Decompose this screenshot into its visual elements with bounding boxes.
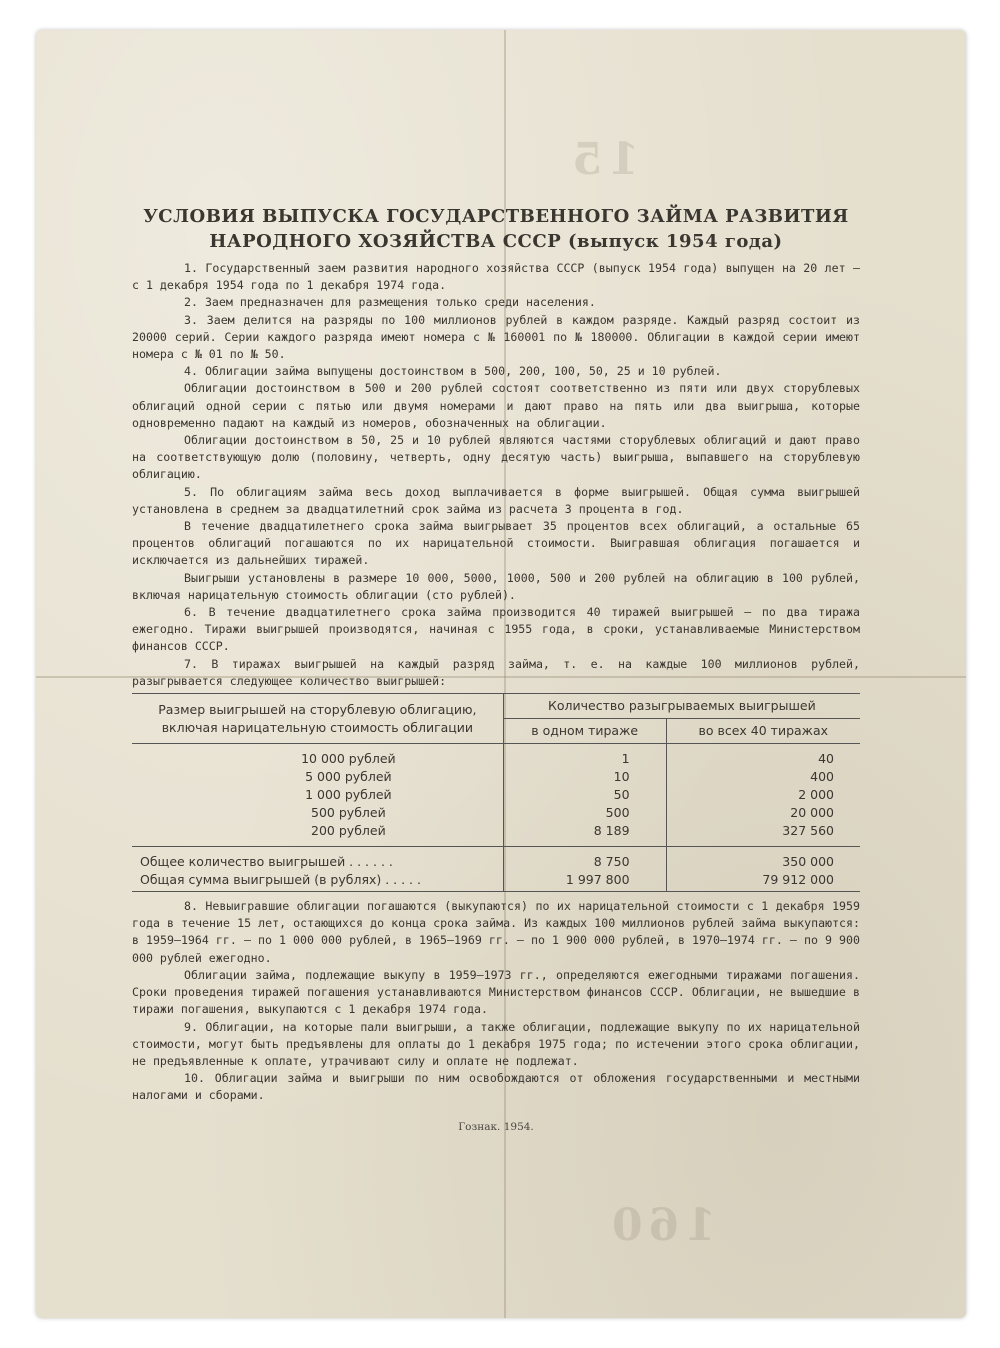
- paragraph: 2. Заем предназначен для размещения только среди населения.: [184, 295, 596, 310]
- paragraph: Облигации достоинством в 50, 25 и 10 рублей являются частями сторублевых облигаций и дают право на соответствующую долю (половину, четверть, одну десятую часть) выигрыша, выпавшего на сторублевую облигацию.: [132, 433, 860, 482]
- one-draw-cell: 10: [503, 768, 666, 786]
- prize-size-cell: 10 000 рублей: [132, 744, 503, 769]
- all-draws-cell: 40: [818, 751, 834, 767]
- paragraph: 4. Облигации займа выпущены достоинством в 500, 200, 100, 50, 25 и 10 рублей.: [184, 364, 722, 379]
- paragraph: Выигрыши установлены в размере 10 000, 5000, 1000, 500 и 200 рублей на облигацию в 100 рублей, включая нарицательную стоимость облигации (сто рублей).: [132, 570, 860, 602]
- table-header-one-draw: в одном тираже: [503, 719, 666, 744]
- total-count-label: Общее количество выигрышей . . . . . .: [132, 847, 503, 872]
- paragraph: 8. Невыигравшие облигации погашаются (выкупаются) по их нарицательной стоимости с 1 декабря 1959 года в течение 15 лет, остающихся до конца срока займа. Из каждых 100 миллионов рублей займа выкупаются: в 1959—1964 гг. — по 1 000 000 рублей, в 1965—1969 гг. — по 1 900 000 рублей, в 1970—1974 гг. — по 9 900 000 рублей ежегодно.: [132, 899, 860, 965]
- table-header-all-draws: во всех 40 тиражах: [666, 719, 860, 744]
- one-draw-cell: 500: [503, 804, 666, 822]
- total-sum-label: Общая сумма выигрышей (в рублях) . . . . .: [132, 871, 503, 892]
- paragraph: 1. Государственный заем развития народного хозяйства СССР (выпуск 1954 года) выпущен на 20 лет — с 1 декабря 1954 года по 1 декабря 1974 года.: [132, 261, 860, 293]
- conditions-document: [132, 204, 860, 1133]
- total-sum-all-draws: 79 912 000: [666, 871, 860, 892]
- title-line-1: УСЛОВИЯ ВЫПУСКА ГОСУДАРСТВЕННОГО ЗАЙМА РАЗВИТИЯ: [143, 206, 849, 227]
- table-row: [132, 804, 860, 822]
- all-draws-cell: 2 000: [798, 787, 834, 803]
- document-title: [132, 204, 860, 254]
- one-draw-cell: 50: [503, 786, 666, 804]
- one-draw-cell: 1: [503, 744, 666, 769]
- table-row: [132, 786, 860, 804]
- bleed-through-mark: 160: [606, 1200, 716, 1251]
- paragraph: В течение двадцатилетнего срока займа выигрывает 35 процентов всех облигаций, а остальные 65 процентов облигаций погашаются по их нарицательной стоимости. Выигравшая облигация погашается и исключается из дальнейших тиражей.: [132, 519, 860, 568]
- total-sum-one-draw: 1 997 800: [503, 871, 666, 892]
- paragraph: 3. Заем делится на разряды по 100 миллионов рублей в каждом разряде. Каждый разряд состоит из 20000 серий. Серии каждого разряда имеют номера с № 160001 по № 180000. Облигации в каждой серии имеют номера с № 01 по № 50.: [132, 312, 860, 362]
- prize-size-cell: 500 рублей: [132, 804, 503, 822]
- prize-size-cell: 1 000 рублей: [132, 786, 503, 804]
- table-row: [132, 768, 860, 786]
- table-row: [132, 744, 860, 769]
- paragraph: Облигации достоинством в 500 и 200 рублей состоят соответственно из пяти или двух сторублевых облигаций одной серии с пятью или двумя номерами и дают право на пять или два выигрыша, которые одновременно падают на каждый из номеров, обозначенных на облигации.: [132, 381, 860, 430]
- printer-imprint: Гознак. 1954.: [458, 1120, 534, 1133]
- all-draws-cell: 20 000: [790, 805, 834, 821]
- paragraph: 5. По облигациям займа весь доход выплачивается в форме выигрышей. Общая сумма выигрышей установлена в среднем за двадцатилетний срок займа из расчета 3 процента в год.: [132, 484, 860, 516]
- paragraph: Облигации займа, подлежащие выкупу в 1959—1973 гг., определяются ежегодными тиражами погашения. Сроки проведения тиражей погашения устанавливаются Министерством финансов СССР. Облигации, не вышедшие в тиражи погашения, выкупаются с 1 декабря 1974 года.: [132, 967, 860, 1017]
- table-header-prize-size: Размер выигрышей на сторублевую облигацию, включая нарицательную стоимость облигации: [132, 694, 503, 744]
- table-total-row: [132, 847, 860, 872]
- paragraph: 10. Облигации займа и выигрыши по ним освобождаются от обложения государственными и местными налогами и сборами.: [132, 1071, 860, 1103]
- paragraph: 7. В тиражах выигрышей на каждый разряд займа, т. е. на каждые 100 миллионов рублей, разыгрывается следующее количество выигрышей:: [132, 656, 860, 688]
- paragraph: 9. Облигации, на которые пали выигрыши, а также облигации, подлежащие выкупу по их нарицательной стоимости, могут быть предъявлены для оплаты до 1 декабря 1975 года; по истечении этого срока облигации, не предъявленные к оплате, утрачивают силу и оплате не подлежат.: [132, 1019, 860, 1068]
- paragraph: 6. В течение двадцатилетнего срока займа производится 40 тиражей выигрышей — по два тиража ежегодно. Тиражи выигрышей производятся, начиная с 1955 года, в сроки, устанавливаемые Министерством финансов СССР.: [132, 605, 860, 654]
- total-count-one-draw: 8 750: [503, 847, 666, 872]
- table-row: [132, 822, 860, 847]
- prize-size-cell: 5 000 рублей: [132, 768, 503, 786]
- prize-size-cell: 200 рублей: [132, 822, 503, 847]
- table-header-prize-count: Количество разыгрываемых выигрышей: [503, 694, 860, 719]
- one-draw-cell: 8 189: [503, 822, 666, 847]
- table-total-row: [132, 871, 860, 892]
- total-count-all-draws: 350 000: [782, 854, 834, 870]
- all-draws-cell: 400: [810, 769, 834, 785]
- all-draws-cell: 327 560: [666, 822, 860, 847]
- bleed-through-mark: 15: [566, 134, 640, 185]
- title-line-2: НАРОДНОГО ХОЗЯЙСТВА СССР (выпуск 1954 года): [209, 231, 783, 252]
- prizes-table: [132, 693, 860, 892]
